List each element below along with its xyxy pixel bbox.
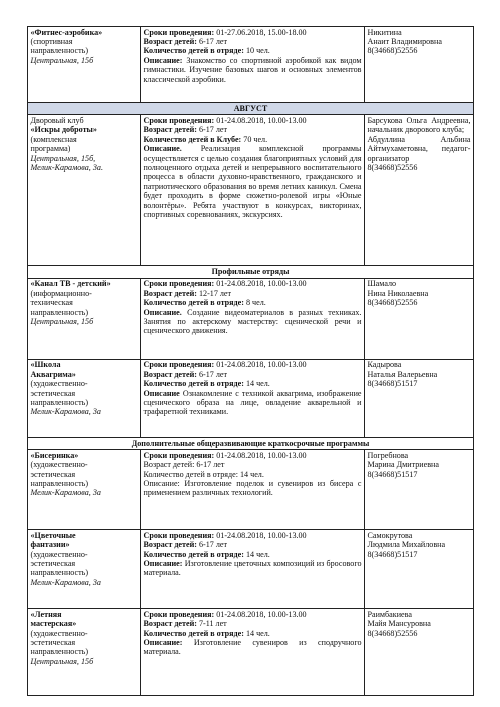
detail-value: 12-17 лет xyxy=(198,288,232,298)
detail-label: Количество детей в отряде: xyxy=(143,46,244,56)
program-location: Центральная, 15б xyxy=(30,55,94,65)
detail-value: Ознакомление с техникой аквагрима, изображение сценического образа на лице, овладение акварельной и трафаретной техниками. xyxy=(143,388,362,417)
detail-line xyxy=(144,451,362,460)
program-location: Мелик-Карамова, 3а xyxy=(30,488,101,498)
program-location: Мелик-Карамова, 3а. xyxy=(30,162,103,172)
detail-line xyxy=(144,279,362,288)
detail-label: Сроки проведения: xyxy=(143,360,215,370)
detail-label: Сроки проведения: xyxy=(143,530,215,540)
detail-line xyxy=(144,389,362,417)
detail-value: 01-24.08.2018, 10.00-13.00 xyxy=(216,450,307,460)
detail-value: 70 чел. xyxy=(243,134,268,144)
detail-value: 6-17 лет xyxy=(198,540,228,550)
detail-value: 14 чел. xyxy=(245,628,270,638)
detail-line xyxy=(144,540,362,549)
detail-label: Возраст детей: xyxy=(143,36,197,46)
detail-label: Количество детей в отряде: xyxy=(143,549,244,559)
detail-line xyxy=(144,638,362,657)
program-row xyxy=(28,359,474,437)
contact-line: 8(34668)51517 xyxy=(367,469,418,479)
contact-line: Абдуллина Альбина Айтмухаметовна, педагог-организатор xyxy=(367,134,471,163)
contact-line: Людмила Михайловна xyxy=(367,540,446,550)
program-name-line: направленность) xyxy=(30,46,89,56)
detail-line xyxy=(144,360,362,369)
detail-line xyxy=(144,460,362,469)
detail-value: Создание видеоматериалов в разных техниках. Занятия по актерскому мастерству: сценической речи и сценического движения. xyxy=(143,307,362,336)
program-name-line: эстетическая xyxy=(30,388,76,398)
program-name-line: (художественно- xyxy=(30,460,88,470)
program-cell xyxy=(28,609,141,696)
program-name-line: направленность) xyxy=(30,478,89,488)
program-name-line: «Бисеринка» xyxy=(30,450,79,460)
details-cell xyxy=(141,530,365,609)
detail-line xyxy=(144,629,362,638)
contact-line: 8(34668)52556 xyxy=(367,46,418,56)
detail-label: Сроки проведения: xyxy=(143,115,215,125)
contact-line: Марина Дмитриевна xyxy=(367,460,439,470)
detail-line xyxy=(144,289,362,298)
detail-line xyxy=(144,46,362,55)
detail-value: 14 чел. xyxy=(245,379,270,389)
contact-line: 8(34668)51517 xyxy=(367,379,418,389)
contact-line: Кадырова xyxy=(367,360,402,370)
detail-label: Сроки проведения: xyxy=(143,609,215,619)
program-name-line: «Искры доброты» xyxy=(30,125,97,135)
detail-value: 7-11 лет xyxy=(198,619,227,629)
detail-label: Сроки проведения: xyxy=(143,27,215,37)
program-cell xyxy=(28,530,141,609)
detail-line xyxy=(144,37,362,46)
details-cell xyxy=(141,359,365,437)
program-name-line: Аквагрима» xyxy=(30,369,76,379)
program-name-line: эстетическая xyxy=(30,637,76,647)
program-cell xyxy=(28,278,141,359)
program-cell xyxy=(28,359,141,437)
detail-label: Описание. xyxy=(143,144,182,154)
detail-value: Изготовление цветочных композиций из бросового материала. xyxy=(143,558,362,578)
program-name-line: «Школа xyxy=(30,360,61,370)
detail-line xyxy=(144,144,362,219)
details-cell xyxy=(141,609,365,696)
detail-label: Описание. xyxy=(143,307,182,317)
detail-label: Возраст детей: xyxy=(143,619,197,629)
contact-line: Никитина xyxy=(367,27,402,37)
program-location: Центральная, 15б xyxy=(30,656,94,666)
section-header-row xyxy=(28,266,474,278)
details-cell xyxy=(141,450,365,530)
program-name-line: (художественно- xyxy=(30,379,88,389)
contact-line: Барсукова Ольга Андреевна, начальник дворового клуба; xyxy=(367,115,471,135)
program-name-line: «Летняя xyxy=(30,609,62,619)
detail-value: Реализация комплексной программы осуществляется с целью создания благоприятных условий для полноценного отдыха детей и непрерывного воспитательного процесса в области духовно-нравственного, гражданского и патриотического образования во время летних каникул. Смена будет проходить в форме сюжетно-ролевой игры «Юные волонтёры». Ребята участвуют в конкурсах, викторинах, спортивных соревнованиях, экскурсиях. xyxy=(143,144,362,219)
detail-value: 01-24.08.2018, 10.00-13.00 xyxy=(216,115,307,125)
program-location: Мелик-Карамова, 3а xyxy=(30,407,101,417)
detail-label: Количество детей в отряде: xyxy=(143,379,244,389)
contacts-cell xyxy=(365,609,474,696)
detail-value: 01-24.08.2018, 10.00-13.00 xyxy=(216,609,307,619)
detail-label: Сроки проведения: xyxy=(143,279,215,289)
detail-label: Возраст детей: xyxy=(143,125,197,135)
detail-line xyxy=(144,308,362,336)
contact-line: Самокрутова xyxy=(367,530,413,540)
detail-value: 6-17 лет xyxy=(198,36,228,46)
detail-label: Сроки проведения: xyxy=(143,450,215,460)
detail-line xyxy=(144,610,362,619)
detail-line xyxy=(144,298,362,307)
detail-label: Возраст детей: xyxy=(143,369,197,379)
program-name-line: техническая xyxy=(30,298,73,308)
detail-value: Возраст детей: 6-17 лет xyxy=(143,460,225,470)
program-row xyxy=(28,450,474,530)
detail-line xyxy=(144,28,362,37)
program-name-line: «Фитнес-аэробика» xyxy=(30,27,103,37)
program-name-line: (информационно- xyxy=(30,288,92,298)
program-name-line: эстетическая xyxy=(30,469,76,479)
program-cell xyxy=(28,27,141,103)
program-location: Центральная, 15б, xyxy=(30,153,96,163)
contact-line: 8(34668)52556 xyxy=(367,628,418,638)
contact-line: Наталья Валерьевна xyxy=(367,369,438,379)
detail-line xyxy=(144,56,362,84)
schedule-table-body xyxy=(28,27,474,696)
contact-line: Шамало xyxy=(367,279,397,289)
detail-line xyxy=(144,550,362,559)
program-location: Мелик-Карамова, 3а xyxy=(30,577,101,587)
program-name-line: (художественно- xyxy=(30,628,88,638)
detail-value: 14 чел. xyxy=(245,549,270,559)
detail-label: Описание: xyxy=(143,637,183,647)
program-name-line: программа) xyxy=(30,144,71,154)
detail-label: Возраст детей: xyxy=(143,288,197,298)
program-name-line: эстетическая xyxy=(30,558,76,568)
section-title: Профильные отряды xyxy=(28,266,474,278)
detail-line xyxy=(144,125,362,134)
detail-line xyxy=(144,379,362,388)
detail-value: 01-24.08.2018, 10.00-13.00 xyxy=(216,360,307,370)
detail-label: Количество детей в Клубе: xyxy=(143,134,242,144)
section-header-row xyxy=(28,437,474,449)
contact-line: Майя Мансуровна xyxy=(367,619,431,629)
detail-line xyxy=(144,135,362,144)
section-title: Дополнительные общеразвивающие краткосрочные программы xyxy=(28,437,474,449)
program-name-line: (спортивная xyxy=(30,36,73,46)
program-name-line: (художественно- xyxy=(30,549,88,559)
detail-label: Количество детей в отряде: xyxy=(143,628,244,638)
detail-line xyxy=(144,470,362,479)
detail-value: 8 чел. xyxy=(245,298,266,308)
section-header-row xyxy=(28,103,474,115)
detail-value: 6-17 лет xyxy=(198,125,228,135)
detail-value: Знакомство со спортивной аэробикой как видом гимнастики. Изучение базовых шагов и основных элементов классической аэробики. xyxy=(143,55,362,84)
program-name-line: «Канал ТВ - детский» xyxy=(30,279,111,289)
detail-line xyxy=(144,370,362,379)
detail-value: Описание: Изготовление поделок и сувениров из бисера с применением различных технологий. xyxy=(143,478,362,498)
program-row xyxy=(28,27,474,103)
contacts-cell xyxy=(365,359,474,437)
contacts-cell xyxy=(365,115,474,266)
contact-line: Нина Николаевна xyxy=(367,288,429,298)
contact-line: 8(34668)52556 xyxy=(367,298,418,308)
program-row xyxy=(28,115,474,266)
contacts-cell xyxy=(365,530,474,609)
contacts-cell xyxy=(365,278,474,359)
detail-label: Количество детей в отряде: xyxy=(143,298,244,308)
program-row xyxy=(28,530,474,609)
contact-line: Раимбакиева xyxy=(367,609,412,619)
contact-line: 8(34668)51517 xyxy=(367,549,418,559)
detail-value: Количество детей в отряде: 14 чел. xyxy=(143,469,264,479)
detail-line xyxy=(144,619,362,628)
details-cell xyxy=(141,27,365,103)
schedule-table xyxy=(27,26,474,696)
detail-line xyxy=(144,531,362,540)
program-name-line: направленность) xyxy=(30,307,89,317)
detail-value: 01-27.06.2018, 15.00-18.00 xyxy=(216,27,307,37)
program-name-line: фантазии» xyxy=(30,540,70,550)
program-name-line: мастерская» xyxy=(30,619,77,629)
program-name-line: «Цветочные xyxy=(30,530,76,540)
details-cell xyxy=(141,278,365,359)
program-name-line: (комплексная xyxy=(30,134,77,144)
detail-line xyxy=(144,559,362,578)
detail-value: 6-17 лет xyxy=(198,369,228,379)
program-row xyxy=(28,609,474,696)
detail-value: 10 чел. xyxy=(245,46,270,56)
detail-value: Изготовление сувениров из сподручного материала. xyxy=(143,637,362,657)
section-title: АВГУСТ xyxy=(28,103,474,115)
program-name-line: направленность) xyxy=(30,647,89,657)
detail-value: 01-24.08.2018, 10.00-13.00 xyxy=(216,279,307,289)
detail-value: 01-24.08.2018, 10.00-13.00 xyxy=(216,530,307,540)
program-location: Центральная, 15б xyxy=(30,316,94,326)
program-name-line: направленность) xyxy=(30,397,89,407)
program-row xyxy=(28,278,474,359)
program-cell xyxy=(28,115,141,266)
details-cell xyxy=(141,115,365,266)
detail-line xyxy=(144,479,362,498)
program-name-line: направленность) xyxy=(30,568,89,578)
detail-label: Описание: xyxy=(143,55,183,65)
contact-line: Анаит Владимировна xyxy=(367,36,442,46)
program-cell xyxy=(28,450,141,530)
program-name-line: Дворовый клуб xyxy=(30,115,84,125)
contacts-cell xyxy=(365,450,474,530)
contact-line: 8(34668)52556 xyxy=(367,162,418,172)
detail-label: Возраст детей: xyxy=(143,540,197,550)
detail-label: Описание xyxy=(143,388,180,398)
contact-line: Погребнова xyxy=(367,450,409,460)
contacts-cell xyxy=(365,27,474,103)
detail-label: Описание: xyxy=(143,558,183,568)
detail-line xyxy=(144,116,362,125)
